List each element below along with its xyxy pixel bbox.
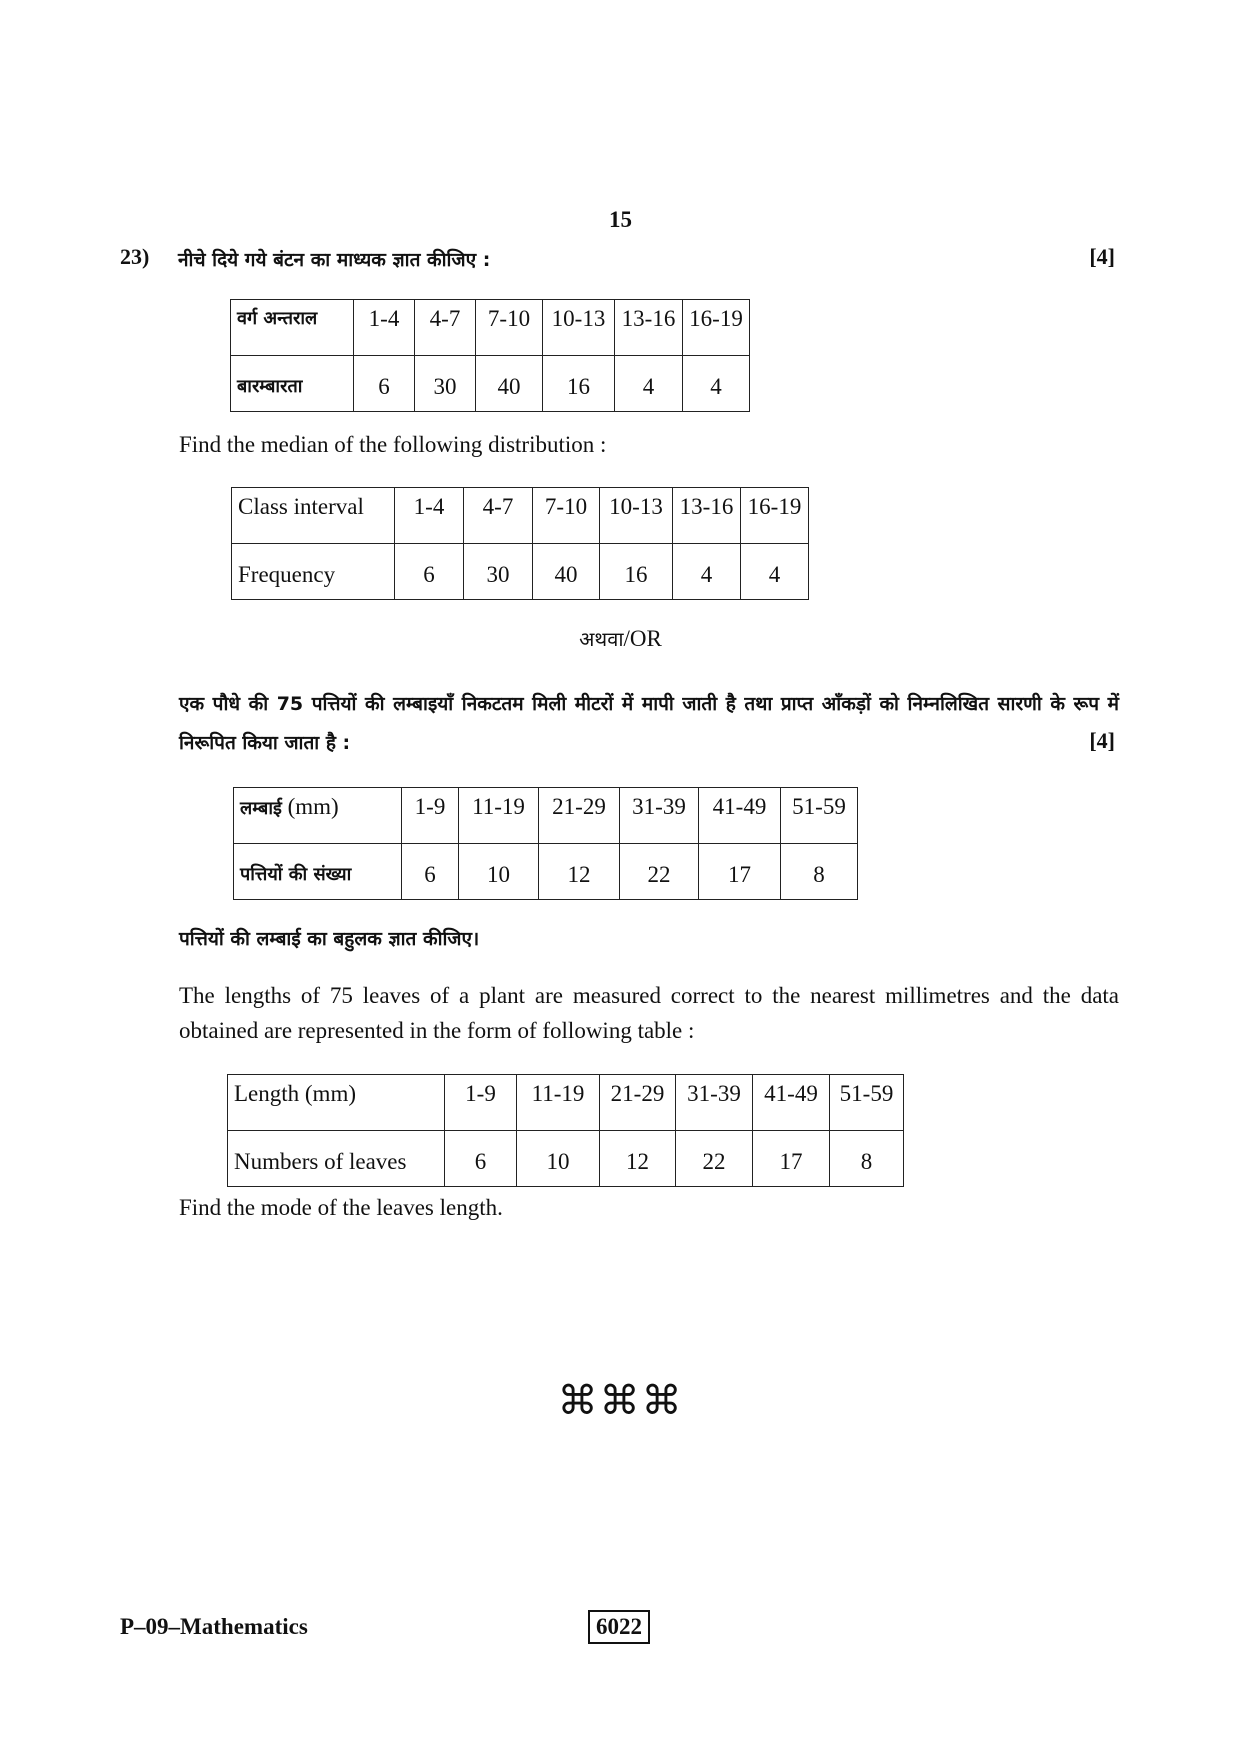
- count-cell: 22: [676, 1131, 753, 1187]
- table-row: [234, 844, 858, 900]
- table-row: [231, 356, 750, 412]
- alternative-english-question: Find the mode of the leaves length.: [179, 1195, 503, 1220]
- count-cell: 10: [459, 844, 539, 900]
- frequency-cell: 40: [533, 544, 600, 600]
- class-cell: 11-19: [517, 1075, 600, 1131]
- count-cell: 10: [517, 1131, 600, 1187]
- count-cell: 17: [753, 1131, 830, 1187]
- row-label: पत्तियों की संख्या: [234, 844, 402, 900]
- alternative-english-text: The lengths of 75 leaves of a plant are measured correct to the nearest millimetres and the data obtained are represented in the form of following table :: [179, 983, 1119, 1043]
- table-row: [231, 300, 750, 356]
- row-label: Length (mm): [228, 1075, 445, 1131]
- class-cell: 4-7: [464, 488, 533, 544]
- question-hindi-text: नीचे दिये गये बंटन का माध्यक ज्ञात कीजिए :: [178, 249, 491, 271]
- or-divider: [0, 625, 1241, 652]
- class-cell: 13-16: [615, 300, 683, 356]
- table-row: [228, 1075, 904, 1131]
- frequency-cell: 16: [600, 544, 673, 600]
- count-cell: 6: [402, 844, 459, 900]
- frequency-cell: 4: [741, 544, 809, 600]
- class-cell: 31-39: [676, 1075, 753, 1131]
- table-row: [234, 788, 858, 844]
- count-cell: 8: [830, 1131, 904, 1187]
- page-number: 15: [609, 207, 632, 232]
- class-cell: 7-10: [533, 488, 600, 544]
- row-label: Class interval: [232, 488, 395, 544]
- count-cell: 12: [539, 844, 620, 900]
- end-of-paper-symbols: ⌘⌘⌘: [557, 1378, 684, 1424]
- class-cell: 51-59: [830, 1075, 904, 1131]
- class-cell: 10-13: [600, 488, 673, 544]
- row-label: Numbers of leaves: [228, 1131, 445, 1187]
- table-row: [232, 544, 809, 600]
- question-english-text: Find the median of the following distribution :: [179, 432, 607, 457]
- class-cell: 13-16: [673, 488, 741, 544]
- median-table-hindi: [230, 299, 750, 412]
- frequency-cell: 30: [415, 356, 476, 412]
- class-cell: 16-19: [741, 488, 809, 544]
- or-hindi: अथवा: [579, 627, 624, 651]
- class-cell: 31-39: [620, 788, 699, 844]
- class-cell: 41-49: [699, 788, 781, 844]
- row-label: वर्ग अन्तराल: [231, 300, 354, 356]
- class-cell: 51-59: [781, 788, 858, 844]
- class-cell: 41-49: [753, 1075, 830, 1131]
- class-cell: 1-9: [445, 1075, 517, 1131]
- row-label-hindi: लम्बाई: [240, 798, 282, 819]
- frequency-cell: 4: [615, 356, 683, 412]
- question-number: 23): [120, 244, 150, 269]
- count-cell: 22: [620, 844, 699, 900]
- frequency-cell: 6: [354, 356, 415, 412]
- count-cell: 12: [600, 1131, 676, 1187]
- class-cell: 11-19: [459, 788, 539, 844]
- class-cell: 21-29: [600, 1075, 676, 1131]
- class-cell: 1-4: [354, 300, 415, 356]
- frequency-cell: 6: [395, 544, 464, 600]
- frequency-cell: 40: [476, 356, 543, 412]
- alternative-marks: [4]: [1089, 728, 1115, 753]
- footer-code: 6022: [588, 1610, 650, 1644]
- alternative-hindi-text: एक पौधे की 75 पत्तियों की लम्बाइयाँ निकटतम मिली मीटरों में मापी जाती है तथा प्राप्त आँकड़ों को निम्नलिखित सारणी के रूप में निरूपित किया जाता है :: [179, 693, 1119, 754]
- row-label-unit: (mm): [281, 794, 339, 819]
- class-cell: 10-13: [543, 300, 615, 356]
- mode-table-hindi: [233, 787, 858, 900]
- row-label: Frequency: [232, 544, 395, 600]
- median-table-english: [231, 487, 809, 600]
- count-cell: 6: [445, 1131, 517, 1187]
- class-cell: 21-29: [539, 788, 620, 844]
- footer-subject: P–09–Mathematics: [120, 1614, 308, 1639]
- class-cell: 16-19: [683, 300, 750, 356]
- class-cell: 1-4: [395, 488, 464, 544]
- class-cell: 4-7: [415, 300, 476, 356]
- class-cell: 1-9: [402, 788, 459, 844]
- question-marks: [4]: [1089, 244, 1115, 269]
- class-cell: 7-10: [476, 300, 543, 356]
- count-cell: 8: [781, 844, 858, 900]
- frequency-cell: 4: [683, 356, 750, 412]
- table-row: [232, 488, 809, 544]
- or-english: /OR: [623, 626, 662, 651]
- row-label: [234, 788, 402, 844]
- mode-table-english: [227, 1074, 904, 1187]
- alternative-hindi-question: पत्तियों की लम्बाई का बहुलक ज्ञात कीजिए।: [179, 928, 480, 950]
- count-cell: 17: [699, 844, 781, 900]
- frequency-cell: 30: [464, 544, 533, 600]
- frequency-cell: 16: [543, 356, 615, 412]
- table-row: [228, 1131, 904, 1187]
- frequency-cell: 4: [673, 544, 741, 600]
- row-label: बारम्बारता: [231, 356, 354, 412]
